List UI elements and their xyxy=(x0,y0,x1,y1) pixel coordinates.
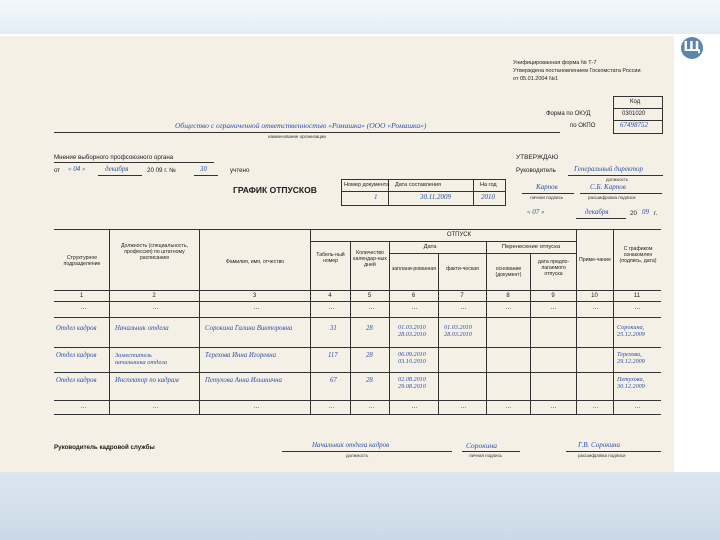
ellipsis: … xyxy=(634,304,641,311)
row-3-signature: Петухова, 30.12.2009 xyxy=(617,376,645,390)
doc-year-value: 2010 xyxy=(481,193,495,201)
table-row-line-2 xyxy=(54,372,661,373)
row-3-position: Инспектор по кадрам xyxy=(115,377,179,384)
ellipsis: … xyxy=(592,304,599,311)
approve-month-underline xyxy=(576,218,626,219)
row-3-department: Отдел кадров xyxy=(56,377,97,384)
col-label-3: Фамилия, имя, отчество xyxy=(225,259,285,265)
row-2-tab-number: 117 xyxy=(328,352,338,359)
ellipsis: … xyxy=(80,304,87,311)
footer-signature: Сорокина xyxy=(466,441,498,450)
row-2-department: Отдел кадров xyxy=(56,352,97,359)
union-number-underline xyxy=(194,175,218,176)
table-row-line-1 xyxy=(54,347,661,348)
okud-value: 0301020 xyxy=(622,111,646,117)
union-number: 30 xyxy=(200,165,207,173)
approve-year: 09 xyxy=(642,208,649,216)
ellipsis: … xyxy=(505,403,512,410)
col-number-1: 1 xyxy=(79,293,84,299)
ellipsis: … xyxy=(411,304,418,311)
row-1-days: 28 xyxy=(366,325,373,332)
group-transfer-label: Перенесение отпуска xyxy=(501,244,561,250)
approve-month: декабря xyxy=(585,208,609,216)
union-day: « 04 » xyxy=(68,165,86,173)
col-label-10: Приме-чание xyxy=(579,257,611,263)
union-year: 20 09 г. № xyxy=(147,167,176,174)
table-row-line-3 xyxy=(54,400,661,401)
table-group-line-2 xyxy=(389,253,576,254)
footer-name-caption: расшифровка подписи xyxy=(578,453,626,458)
group-vacation-label: ОТПУСК xyxy=(446,232,472,238)
okpo-label: по ОКПО xyxy=(570,123,596,129)
row-3-days: 28 xyxy=(366,377,373,384)
footer-signature-underline xyxy=(462,451,520,452)
head-signature: Карпов xyxy=(536,183,558,191)
ellipsis: … xyxy=(368,403,375,410)
col-label-8: основание (документ) xyxy=(495,266,522,279)
col-label-7: факти-ческая xyxy=(446,266,479,272)
row-2-position: Заместитель начальника отдела xyxy=(115,352,168,367)
union-opinion-label: Мнение выборного профсоюзного органа xyxy=(54,154,174,161)
table-col-line-6 xyxy=(438,253,439,414)
vacation-schedule-document xyxy=(0,36,674,472)
union-month: декабря xyxy=(105,165,129,173)
col-label-4: Табель-ный номер xyxy=(316,252,345,265)
footer-position-underline xyxy=(282,451,452,452)
document-title: ГРАФИК ОТПУСКОВ xyxy=(233,185,317,195)
doc-number-label: Номер документа xyxy=(344,182,390,188)
col-number-4: 4 xyxy=(328,293,332,299)
ellipsis: … xyxy=(253,304,260,311)
footer-position-caption: должность xyxy=(346,453,369,458)
row-1-tab-number: 31 xyxy=(330,325,337,332)
organization-caption: наименование организации xyxy=(268,134,326,139)
row-2-planned: 06.09.2010 03.10.2010 xyxy=(398,351,426,365)
col-label-11: С графиком ознакомлен (подпись, дата) xyxy=(619,246,657,265)
footer-position: Начальник отдела кадров xyxy=(312,441,390,449)
ellipsis: … xyxy=(460,304,467,311)
col-number-10: 10 xyxy=(591,293,598,299)
union-tail: учтено xyxy=(230,167,250,174)
col-number-3: 3 xyxy=(252,293,257,299)
table-header-bottom xyxy=(54,290,661,291)
table-row-line-0 xyxy=(54,317,661,318)
doc-number-value: 1 xyxy=(374,193,378,201)
ellipsis: … xyxy=(152,304,159,311)
form-header-line-1: Унифицированная форма № Т-7 xyxy=(513,60,597,66)
row-1-department: Отдел кадров xyxy=(56,325,97,332)
head-name: С.Б. Карпов xyxy=(590,183,626,191)
approve-year-prefix: 20 xyxy=(630,210,637,217)
row-1-actual: 01.03.2010 28.03.2010 xyxy=(444,324,472,338)
row-3-tab-number: 67 xyxy=(330,377,337,384)
ellipsis: … xyxy=(634,403,641,410)
document-number-divider xyxy=(341,191,505,192)
approve-year-suffix: г. xyxy=(654,210,658,217)
ellipsis: … xyxy=(328,403,335,410)
table-col-line-4 xyxy=(350,241,351,414)
table-col-line-3 xyxy=(310,229,311,414)
doc-year-label: На год xyxy=(480,182,497,188)
table-col-line-9 xyxy=(576,229,577,414)
organization-underline xyxy=(54,132,560,133)
ellipsis: … xyxy=(253,403,260,410)
row-1-planned: 01.03.2010 28.03.2010 xyxy=(398,324,426,338)
col-number-5: 5 xyxy=(367,293,372,299)
table-top-border xyxy=(54,229,661,230)
col-label-1: Структурное подразделение xyxy=(63,255,101,268)
organization-name: Общество с ограниченной ответственностью «Ромашка» (ООО «Ромашка») xyxy=(175,121,427,130)
row-2-days: 28 xyxy=(366,352,373,359)
col-number-8: 8 xyxy=(506,293,510,299)
ellipsis: … xyxy=(80,403,87,410)
col-label-9: дата предпо-лагаемого отпуска xyxy=(537,259,570,278)
footer-label: Руководитель кадровой службы xyxy=(54,444,155,451)
union-month-underline xyxy=(98,175,142,176)
row-1-name: Сорокина Галина Викторовна xyxy=(205,325,293,332)
table-col-line-2 xyxy=(199,229,200,414)
head-position: Генеральный директор xyxy=(574,165,644,173)
doc-date-label: Дата составления xyxy=(395,182,441,188)
table-row-line-4 xyxy=(54,414,661,415)
approve-day: « 07 » xyxy=(527,208,545,216)
ellipsis: … xyxy=(411,403,418,410)
col-number-7: 7 xyxy=(460,293,464,299)
footer-signature-caption: личная подпись xyxy=(469,453,503,458)
bottom-band xyxy=(0,472,720,540)
ellipsis: … xyxy=(592,403,599,410)
code-label: Код xyxy=(630,99,641,105)
head-name-caption: расшифровка подписи xyxy=(588,195,636,200)
table-col-line-1 xyxy=(109,229,110,414)
table-col-line-5 xyxy=(389,241,390,414)
col-label-6: заплани-рованная xyxy=(391,266,437,272)
head-position-underline xyxy=(568,175,663,176)
row-3-name: Петухова Анна Ильинична xyxy=(205,377,282,384)
col-label-5: Количество календар-ных дней xyxy=(353,250,387,269)
approve-label: УТВЕРЖДАЮ xyxy=(516,154,559,161)
table-col-line-7 xyxy=(486,241,487,414)
table-col-line-10 xyxy=(613,229,614,414)
ellipsis: … xyxy=(460,403,467,410)
okud-label: Форма по ОКУД xyxy=(546,111,591,117)
row-3-planned: 02.08.2010 29.08.2010 xyxy=(398,376,426,390)
union-opinion-underline xyxy=(54,162,214,163)
form-header-line-3: от 05.01.2004 №1 xyxy=(513,76,558,82)
head-position-caption: должность xyxy=(606,177,629,182)
ellipsis: … xyxy=(368,304,375,311)
head-signature-caption: личная подпись xyxy=(530,195,564,200)
top-band xyxy=(0,0,720,34)
head-label: Руководитель xyxy=(516,167,556,174)
codes-divider-1 xyxy=(613,108,662,109)
ellipsis: … xyxy=(550,403,557,410)
col-number-2: 2 xyxy=(152,293,156,299)
col-number-9: 9 xyxy=(551,293,555,299)
col-number-6: 6 xyxy=(411,293,416,299)
row-2-signature: Терехова, 29.12.2009 xyxy=(617,351,645,365)
union-from: от xyxy=(54,167,61,174)
document-number-col-divider-2 xyxy=(473,179,474,205)
publisher-logo: Щ xyxy=(681,37,703,59)
ellipsis: … xyxy=(505,304,512,311)
doc-date-value: 30.11.2009 xyxy=(420,193,451,201)
col-number-11: 11 xyxy=(633,293,641,299)
head-name-underline xyxy=(580,193,662,194)
table-numbers-bottom xyxy=(54,301,661,302)
row-1-position: Начальник отдела xyxy=(115,325,169,332)
row-1-signature: Сорокина, 25.12.2009 xyxy=(617,324,645,338)
ellipsis: … xyxy=(328,304,335,311)
form-header-line-2: Утверждена постановлением Госкомстата России xyxy=(513,68,641,74)
footer-name: Г.В. Сорокина xyxy=(578,441,620,449)
group-date-label: Дата xyxy=(423,244,437,250)
table-col-line-8 xyxy=(530,253,531,414)
ellipsis: … xyxy=(152,403,159,410)
okpo-value: 67498752 xyxy=(620,121,648,129)
footer-name-underline xyxy=(566,451,661,452)
col-label-2: Должность (специальность, профессия) по штатному расписанию xyxy=(120,243,189,262)
head-signature-underline xyxy=(522,193,574,194)
ellipsis: … xyxy=(550,304,557,311)
row-2-name: Терехова Инна Игоревна xyxy=(205,352,276,359)
